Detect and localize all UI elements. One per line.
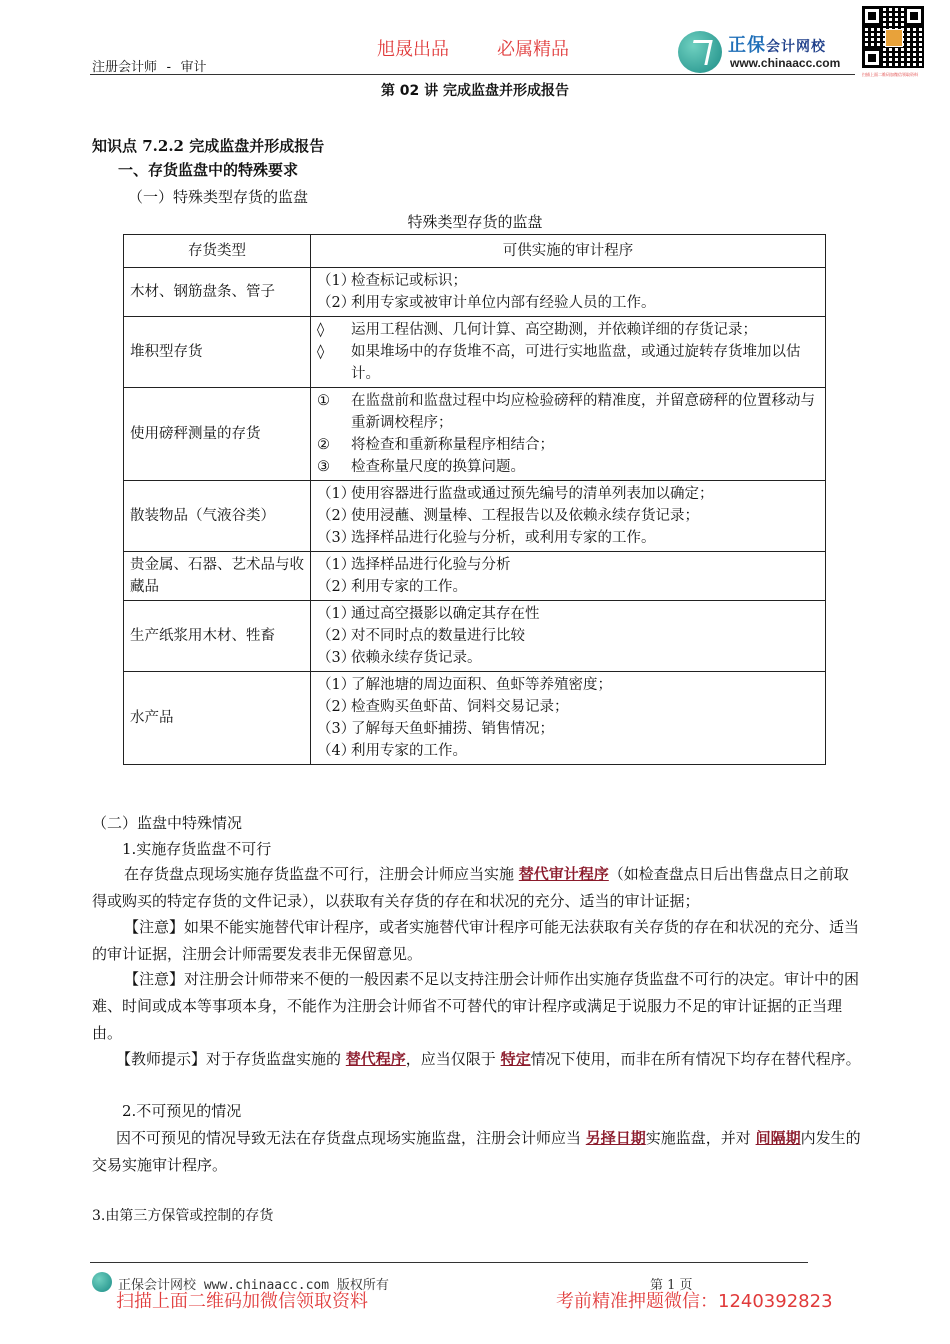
procedures-cell — [311, 388, 826, 481]
procedure-item — [317, 319, 819, 341]
procedure-marker: （2） — [317, 295, 356, 311]
procedures-cell — [311, 268, 826, 317]
note-2: 【注意】对注册会计师带来不便的一般因素不足以支持注册会计师作出实施存货监盘不可行的决定。审计中的困难、时间或成本等事项本身，不能作为注册会计师省不可替代的审计程序或满足于说服力不足的审计证据的正当理由。 — [92, 970, 860, 1042]
procedure-text: 运用工程估测、几何计算、高空勘测，并依赖详细的存货记录； — [351, 322, 757, 338]
inventory-type-cell: 水产品 — [124, 672, 311, 765]
procedure-marker: ◊ — [317, 322, 325, 338]
procedure-item — [317, 292, 819, 314]
procedures-cell — [311, 552, 826, 601]
inventory-type-cell: 生产纸浆用木材、牲畜 — [124, 601, 311, 672]
tip-c: 情况下使用，而非在所有情况下均存在替代程序。 — [530, 1050, 861, 1068]
inventory-table — [123, 234, 826, 765]
procedures-cell — [311, 481, 826, 552]
paragraph-2 — [92, 1125, 862, 1179]
logo-brand: 正保 — [728, 35, 766, 56]
procedure-marker: （1） — [317, 273, 356, 289]
item-2-title: 2.不可预见的情况 — [122, 1102, 242, 1120]
procedure-marker: （2） — [317, 628, 356, 644]
qr-caption: 扫描上面二维码加微信领取资料 — [862, 72, 918, 77]
procedure-marker: （1） — [317, 606, 356, 622]
tip-term-1: 替代程序 — [345, 1050, 406, 1068]
logo-brand-sub: 会计网校 — [766, 39, 826, 55]
procedure-text: 将检查和重新称量程序相结合； — [351, 437, 554, 453]
procedure-marker: ◊ — [317, 344, 325, 360]
procedure-item — [317, 740, 819, 762]
inventory-type-cell: 木材、钢筋盘条、管子 — [124, 268, 311, 317]
subsection-heading: （一）特殊类型存货的监盘 — [128, 188, 309, 206]
item-3-title: 3.由第三方保管或控制的存货 — [92, 1208, 274, 1224]
procedure-text: 选择样品进行化验与分析，或利用专家的工作。 — [351, 530, 656, 546]
paragraph-2-b: 实施监盘，并对 — [645, 1129, 756, 1147]
procedure-text: 检查标记或标识； — [351, 273, 467, 289]
procedure-text: 检查购买鱼虾苗、饲料交易记录； — [351, 699, 569, 715]
footer-logo-icon — [92, 1272, 112, 1292]
header-rule — [90, 74, 855, 75]
footer-copyright: 正保会计网校 www.chinaacc.com 版权所有 — [118, 1278, 389, 1293]
procedure-item — [317, 647, 819, 669]
note-1: 【注意】如果不能实施替代审计程序，或者实施替代审计程序可能无法获取有关存货的存在和状况的充分、适当的审计证据，注册会计师需要发表非无保留意见。 — [92, 918, 860, 963]
table-row — [124, 268, 826, 317]
logo-url: www.chinaacc.com — [730, 56, 841, 70]
procedure-text: 检查称量尺度的换算问题。 — [351, 459, 525, 475]
procedure-marker: ① — [317, 393, 330, 409]
procedures-cell — [311, 317, 826, 388]
table-row — [124, 317, 826, 388]
header-type: 存货类型 — [124, 235, 311, 268]
table-row — [124, 481, 826, 552]
paragraph-1-b: （如检查盘点日后出售盘点日之前取得或购买的特定存货的文件记录），以获取有关存货的存在和状况的充分、适当的审计证据； — [92, 865, 849, 910]
procedure-marker: （2） — [317, 579, 356, 595]
paragraph-1 — [92, 861, 862, 915]
tip-term-2: 特定 — [500, 1050, 531, 1068]
procedure-marker: （3） — [317, 650, 356, 666]
procedure-marker: （1） — [317, 677, 356, 693]
procedure-text: 如果堆场中的存货堆不高，可进行实地监盘，或通过旋转存货堆加以估计。 — [351, 344, 801, 382]
qr-code-icon — [862, 6, 924, 68]
procedure-marker: （3） — [317, 530, 356, 546]
header-procedures: 可供实施的审计程序 — [311, 235, 826, 268]
procedure-text: 使用浸蘸、测量棒、工程报告以及依赖永续存货记录； — [351, 508, 699, 524]
procedure-text: 利用专家或被审计单位内部有经验人员的工作。 — [351, 295, 656, 311]
procedure-item — [317, 696, 819, 718]
tip-b: ，应当仅限于 — [405, 1050, 501, 1068]
procedure-item — [317, 554, 819, 576]
inventory-type-cell: 使用磅秤测量的存货 — [124, 388, 311, 481]
paragraph-1-term: 替代审计程序 — [518, 865, 609, 883]
paragraph-2-term-1: 另择日期 — [585, 1129, 646, 1147]
procedure-marker: ② — [317, 437, 330, 453]
procedure-marker: （4） — [317, 743, 356, 759]
paragraph-2-a: 因不可预见的情况导致无法在存货盘点现场实施监盘，注册会计师应当 — [116, 1129, 586, 1147]
table-row — [124, 672, 826, 765]
table-header-row — [124, 235, 826, 268]
procedure-item — [317, 483, 819, 505]
procedure-item — [317, 456, 819, 478]
procedure-item — [317, 434, 819, 456]
procedure-text: 通过高空摄影以确定其存在性 — [351, 606, 540, 622]
procedure-text: 在监盘前和监盘过程中均应检验磅秤的精准度，并留意磅秤的位置移动与重新调校程序； — [351, 393, 815, 431]
promo-right: 考前精准押题微信：1240392823 — [556, 1291, 833, 1312]
procedure-item — [317, 270, 819, 292]
promo-left: 扫描上面二维码加微信领取资料 — [116, 1291, 368, 1312]
procedure-text: 依赖永续存货记录。 — [351, 650, 482, 666]
procedure-marker: （3） — [317, 721, 356, 737]
chinaacc-logo — [678, 31, 856, 73]
procedure-marker: （1） — [317, 557, 356, 573]
banner-left: 旭晟出品 — [377, 39, 449, 60]
procedure-marker: （1） — [317, 486, 356, 502]
paragraph-2-c: 内发生的交易实施审计程序。 — [92, 1129, 861, 1174]
footer-rule — [90, 1262, 808, 1263]
procedure-marker: ③ — [317, 459, 330, 475]
header-course: 注册会计师 - 审计 — [92, 60, 207, 75]
procedures-cell — [311, 672, 826, 765]
table-row — [124, 388, 826, 481]
lecture-title: 第 02 讲 完成监盘并形成报告 — [380, 83, 570, 99]
tip-a: 【教师提示】对于存货监盘实施的 — [116, 1050, 346, 1068]
banner-right: 必属精品 — [497, 39, 569, 60]
subsection-2-heading: （二）监盘中特殊情况 — [92, 814, 243, 832]
knowledge-point: 知识点 7.2.2 完成监盘并形成报告 — [92, 137, 325, 155]
paragraph-1-a: 在存货盘点现场实施存货监盘不可行，注册会计师应当实施 — [124, 865, 519, 883]
procedure-item — [317, 341, 819, 385]
procedure-marker: （2） — [317, 699, 356, 715]
inventory-type-cell: 散装物品（气液谷类） — [124, 481, 311, 552]
procedure-item — [317, 576, 819, 598]
procedure-item — [317, 527, 819, 549]
procedure-text: 使用容器进行监盘或通过预先编号的清单列表加以确定； — [351, 486, 714, 502]
procedure-text: 了解每天鱼虾捕捞、销售情况； — [351, 721, 554, 737]
table-row — [124, 601, 826, 672]
item-1-title: 1.实施存货监盘不可行 — [122, 840, 272, 858]
inventory-type-cell: 贵金属、石器、艺术品与收藏品 — [124, 552, 311, 601]
section-heading: 一、存货监盘中的特殊要求 — [118, 161, 299, 179]
procedure-text: 利用专家的工作。 — [351, 743, 467, 759]
table-row — [124, 552, 826, 601]
procedure-text: 选择样品进行化验与分析 — [351, 557, 511, 573]
procedure-marker: （2） — [317, 508, 356, 524]
inventory-type-cell: 堆积型存货 — [124, 317, 311, 388]
procedure-item — [317, 390, 819, 434]
procedure-item — [317, 505, 819, 527]
paragraph-2-term-2: 间隔期 — [755, 1129, 801, 1147]
procedure-item — [317, 718, 819, 740]
teacher-tip — [92, 1046, 862, 1073]
footer-page-number: 第 1 页 — [650, 1278, 693, 1293]
logo-badge-icon — [678, 31, 722, 73]
procedure-item — [317, 603, 819, 625]
procedure-text: 对不同时点的数量进行比较 — [351, 628, 525, 644]
procedure-item — [317, 674, 819, 696]
procedure-item — [317, 625, 819, 647]
procedure-text: 了解池塘的周边面积、鱼虾等养殖密度； — [351, 677, 612, 693]
table-caption: 特殊类型存货的监盘 — [407, 213, 543, 231]
procedure-text: 利用专家的工作。 — [351, 579, 467, 595]
qr-code — [862, 6, 924, 86]
procedures-cell — [311, 601, 826, 672]
